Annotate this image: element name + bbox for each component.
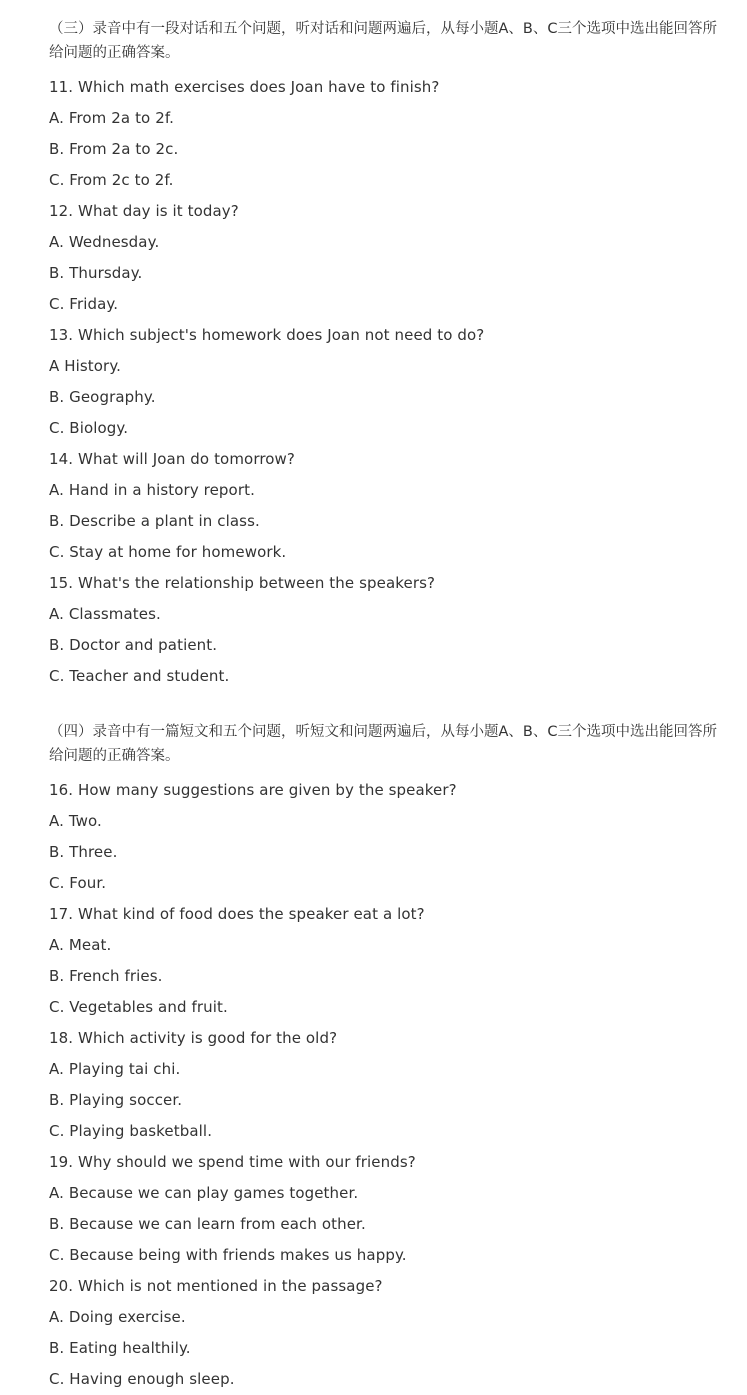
option-14c: C. Stay at home for homework. [49,543,287,561]
option-18a: A. Playing tai chi. [49,1060,181,1078]
option-12b: B. Thursday. [49,264,143,282]
question-17: 17. What kind of food does the speaker eat a lot? [49,905,425,923]
option-16c: C. Four. [49,874,107,892]
option-18c: C. Playing basketball. [49,1122,213,1140]
option-14b: B. Describe a plant in class. [49,512,260,530]
option-17a: A. Meat. [49,936,112,954]
option-15b: B. Doctor and patient. [49,636,218,654]
question-13: 13. Which subject's homework does Joan not need to do? [49,326,485,344]
option-19c: C. Because being with friends makes us happy. [49,1246,407,1264]
option-18b: B. Playing soccer. [49,1091,183,1109]
option-16a: A. Two. [49,812,102,830]
section-3-instructions: （三）录音中有一段对话和五个问题，听对话和问题两遍后，从每小题A、B、C三个选项中选出能回答所给问题的正确答案。 [49,21,717,61]
question-12: 12. What day is it today? [49,202,239,220]
option-17b: B. French fries. [49,967,163,985]
option-15a: A. Classmates. [49,605,161,623]
option-15c: C. Teacher and student. [49,667,230,685]
option-13c: C. Biology. [49,419,129,437]
option-11c: C. From 2c to 2f. [49,171,174,189]
question-19: 19. Why should we spend time with our friends? [49,1153,416,1171]
option-19b: B. Because we can learn from each other. [49,1215,366,1233]
question-18: 18. Which activity is good for the old? [49,1029,338,1047]
question-15: 15. What's the relationship between the speakers? [49,574,436,592]
section-spacer [49,692,727,720]
option-13a: A History. [49,357,122,375]
question-20: 20. Which is not mentioned in the passage? [49,1277,383,1295]
section-4-instructions: （四）录音中有一篇短文和五个问题，听短文和问题两遍后，从每小题A、B、C三个选项中选出能回答所给问题的正确答案。 [49,724,717,764]
option-16b: B. Three. [49,843,118,861]
option-11a: A. From 2a to 2f. [49,109,174,127]
option-13b: B. Geography. [49,388,156,406]
option-20c: C. Having enough sleep. [49,1370,235,1388]
option-14a: A. Hand in a history report. [49,481,255,499]
option-20b: B. Eating healthily. [49,1339,191,1357]
option-17c: C. Vegetables and fruit. [49,998,228,1016]
option-19a: A. Because we can play games together. [49,1184,359,1202]
question-14: 14. What will Joan do tomorrow? [49,450,295,468]
question-11: 11. Which math exercises does Joan have to finish? [49,78,440,96]
option-20a: A. Doing exercise. [49,1308,186,1326]
option-11b: B. From 2a to 2c. [49,140,179,158]
option-12c: C. Friday. [49,295,119,313]
question-16: 16. How many suggestions are given by the speaker? [49,781,457,799]
option-12a: A. Wednesday. [49,233,160,251]
